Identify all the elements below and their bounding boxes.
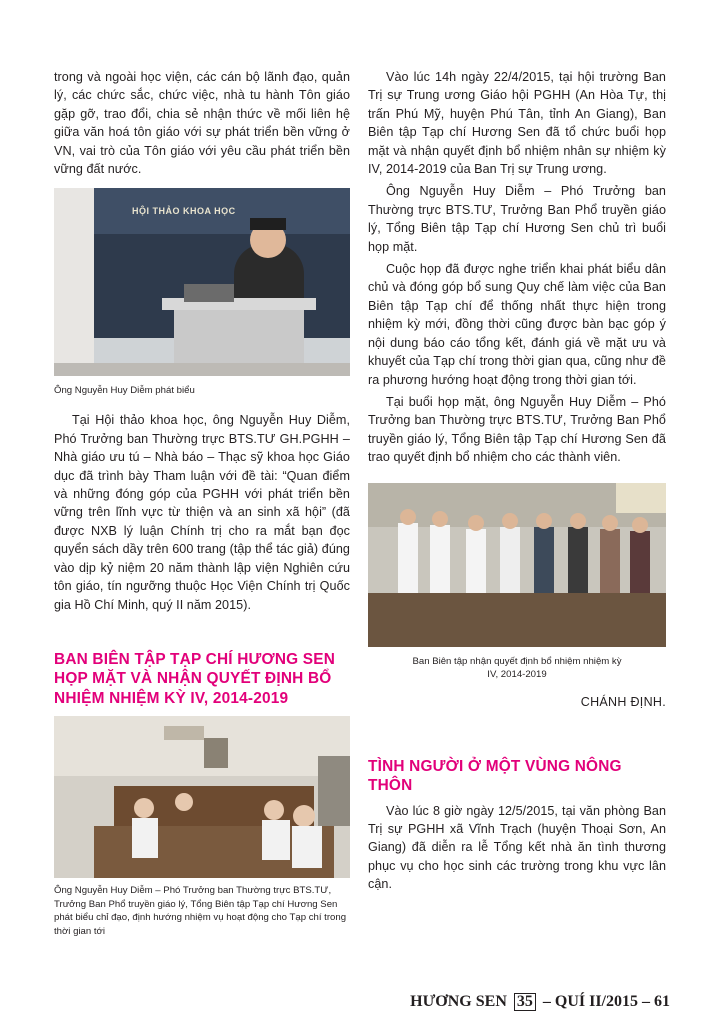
article-heading-2: TÌNH NGƯỜI Ở MỘT VÙNG NÔNG THÔN [368,757,622,795]
issue-number: 35 [514,993,536,1011]
right-paragraph-3: Cuộc họp đã được nghe triển khai phát biểu dân chủ và đóng góp bổ sung Quy chế làm việc của Ban Biên tập Tạp chí để thống nhất thực hiện trong nhiệm kỳ mới, đồng thời cũng được bàn bạc góp ý nội dung báo cáo tổng kết, đánh giá về mặt ưu và khuyết của Tạp chí trong thời gian qua, cũng như đề ra phương hướng hoạt động trong thời gian tới. [368,262,666,387]
magazine-name: HƯƠNG SEN [410,993,507,1010]
photo-group-image [368,483,666,647]
right-paragraph-2: Ông Nguyễn Huy Diễm – Phó Trưởng ban Thường trực BTS.TƯ, Trưởng Ban Phổ truyền giáo lý, Tổng Biên tập Tạp chí Hương Sen chủ trì buổi họp mặt. [368,184,666,254]
photo-group [368,483,666,647]
author-signature: CHÁNH ĐỊNH. [580,694,666,709]
photo-meeting [54,716,350,878]
page-footer [400,993,670,1011]
left-column [54,68,350,938]
right-paragraph-1: Vào lúc 14h ngày 22/4/2015, tại hội trường Ban Trị sự Trung ương Giáo hội PGHH (An Hòa Tự, thị trấn Phú Mỹ, huyện Phú Tân, tỉnh An Giang), Ban Biên tập Tạp chí Hương Sen đã tổ chức buổi họp mặt và nhận quyết định bổ nhiệm nhân sự nhiệm kỳ IV, 2014-2019 của Ban Trị sự Trung ương. [368,70,666,177]
photo-speaker-caption: Ông Nguyễn Huy Diễm phát biểu [54,385,195,397]
left-paragraph-1: trong và ngoài học viện, các cán bộ lãnh đạo, quản lý, các chức sắc, chức việc, nhà tu hành Tôn giáo gặp gỡ, trao đổi, chia sẻ nhận thức về mối liên hệ giữa văn hoá tôn giáo với sự phát triển bền vững ở VN, vai trò của Tôn giáo với yêu cầu phát triển bền vững đất nước. [54,70,350,177]
right-paragraph-4: Tại buổi họp mặt, ông Nguyễn Huy Diễm – Phó Trưởng ban Thường trực BTS.TƯ, Trưởng Ban Phổ truyền giáo lý, Tổng Biên tập Tạp chí Hương Sen đã trao quyết định bổ nhiệm cho các thành viên. [368,394,666,465]
photo-speaker-image [54,188,350,376]
right-column [368,68,666,894]
quarter-label: QUÍ II/2015 [554,993,638,1010]
article-heading-1: BAN BIÊN TẬP TẠP CHÍ HƯƠNG SEN HỌP MẶT VÀ NHẬN QUYẾT ĐỊNH BỔ NHIỆM NHIỆM KỲ IV, 2014-2019 [54,650,336,707]
page-number: – 61 [642,993,670,1010]
left-paragraph-2: Tại Hội thảo khoa học, ông Nguyễn Huy Diễm, Phó Trưởng ban Thường trực BTS.TƯ GH.PGHH – Nhà giáo ưu tú – Nhà báo – Thạc sỹ khoa học Giáo dục đã trình bày Tham luận với đề tài: “Quan điểm và những đóng góp của PGHH với phát triển bền vững trên lĩnh vực từ thiện và an sinh xã hội” (đã được NXB lý luận Chính trị cho ra mắt bạn đọc quyển sách dầy trên 600 trang (tập thể tác giả) đúng vào dịp kỷ niệm 20 năm thành lập viện Nghiên cứu tôn giáo, tín ngưỡng thuộc Học Viện Chính trị Quốc gia Hồ Chí Minh, quý II năm 2015). [54,413,350,612]
photo-speaker [54,188,350,376]
photo-banner-text: HỘI THẢO KHOA HỌC [132,206,236,217]
photo-meeting-caption: Ông Nguyễn Huy Diễm – Phó Trưởng ban Thường trực BTS.TƯ, Trưởng Ban Phổ truyền giáo lý, Tổng Biên tập Tạp chí Hương Sen phát biểu chỉ đạo, định hướng nhiệm vụ hoạt động cho Tạp chí trong thời gian tới [54,885,347,937]
photo-meeting-image [54,716,350,878]
footer-dash: – [542,993,551,1010]
photo-group-caption: Ban Biên tập nhận quyết định bổ nhiệm nhiệm kỳ IV, 2014-2019 [412,655,622,680]
right-paragraph-5: Vào lúc 8 giờ ngày 12/5/2015, tại văn phòng Ban Trị sự PGHH xã Vĩnh Trạch (huyện Thoại Sơn, An Giang) đã diễn ra lễ Tổng kết nhà ăn tình thương phục vụ cho học sinh các trường trong khu vực lân cận. [368,803,666,892]
